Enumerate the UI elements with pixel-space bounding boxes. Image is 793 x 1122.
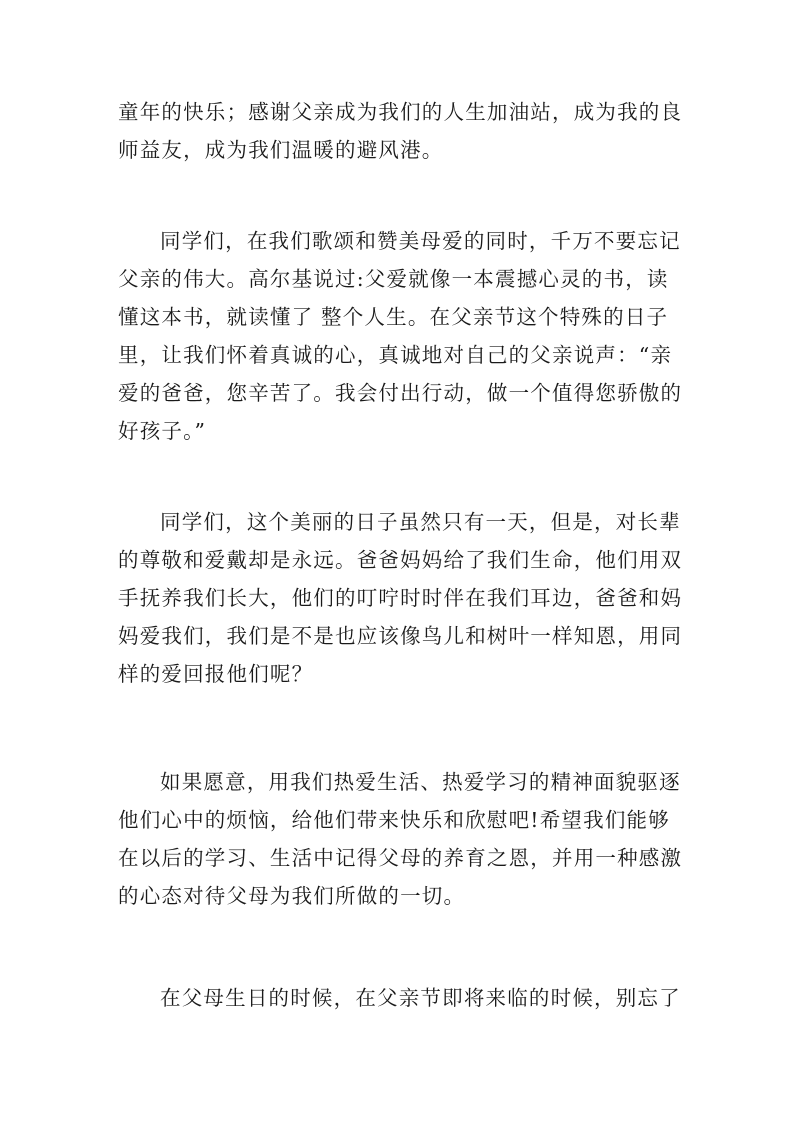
paragraph-3-line-3: 手抚养我们长大，他们的叮咛时时伴在我们耳边，爸爸和妈: [118, 586, 683, 610]
paragraph-3-line-1: 同学们，这个美丽的日子虽然只有一天，但是，对长辈: [160, 510, 681, 534]
paragraph-2-line-1: 同学们，在我们歌颂和赞美母爱的同时，千万不要忘记: [160, 229, 681, 253]
paragraph-4-line-3: 在以后的学习、生活中记得父母的养育之恩，并用一种感激: [118, 846, 683, 870]
paragraph-1-line-2: 师益友，成为我们温暖的避风港。: [118, 138, 444, 162]
paragraph-1-line-1: 童年的快乐；感谢父亲成为我们的人生加油站，成为我的良: [118, 100, 683, 124]
paragraph-4-line-4: 的心态对待父母为我们所做的一切。: [118, 884, 466, 908]
paragraph-4-line-1: 如果愿意，用我们热爱生活、热爱学习的精神面貌驱逐: [160, 770, 681, 794]
paragraph-3-line-4: 妈爱我们，我们是不是也应该像鸟儿和树叶一样知恩，用同: [118, 624, 683, 648]
paragraph-5: [118, 979, 681, 1017]
paragraph-2-line-4: 里，让我们怀着真诚的心，真诚地对自己的父亲说声：“亲: [118, 343, 673, 367]
paragraph-4-line-2: 他们心中的烦恼，给他们带来快乐和欣慰吧!希望我们能够: [118, 808, 670, 832]
paragraph-3-line-5: 样的爱回报他们呢？: [118, 662, 314, 686]
paragraph-4: [118, 763, 683, 915]
paragraph-2-line-6: 好孩子。”: [118, 419, 207, 443]
paragraph-2-line-3: 懂这本书，就读懂了 整个人生。在父亲节这个特殊的日子: [118, 305, 669, 329]
paragraph-3-line-2: 的尊敬和爱戴却是永远。爸爸妈妈给了我们生命，他们用双: [118, 548, 683, 572]
paragraph-1: [118, 93, 683, 169]
paragraph-2-line-2: 父亲的伟大。高尔基说过:父爱就像一本震撼心灵的书，读: [118, 267, 669, 291]
paragraph-2: [118, 222, 683, 450]
paragraph-2-line-5: 爱的爸爸，您辛苦了。我会付出行动，做一个值得您骄傲的: [118, 381, 683, 405]
paragraph-3: [118, 503, 683, 693]
paragraph-5-line-1: 在父母生日的时候，在父亲节即将来临的时候，别忘了: [160, 986, 681, 1010]
